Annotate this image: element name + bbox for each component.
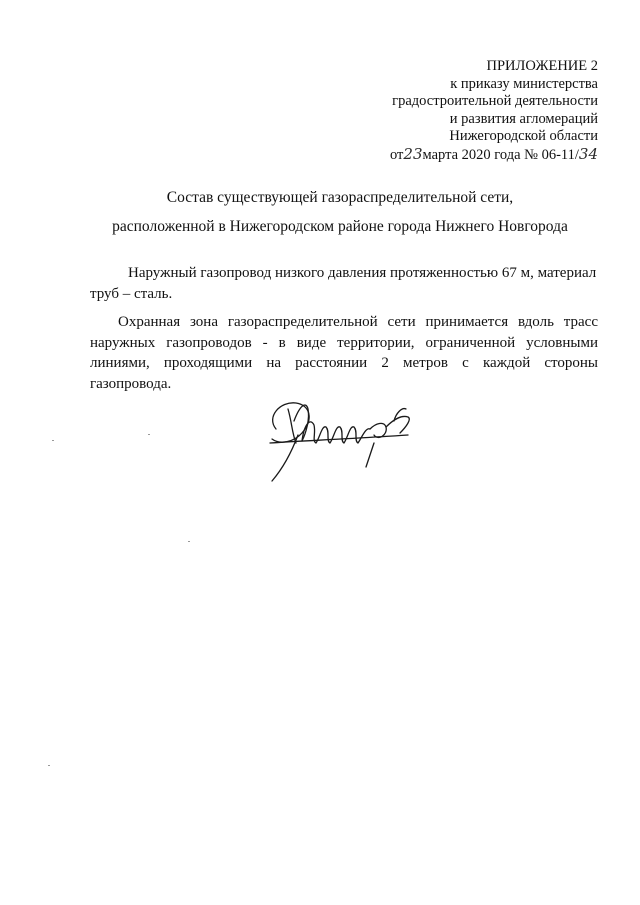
title-line-2: расположенной в Нижегородском районе города Нижнего Новгорода (112, 218, 568, 235)
protection-zone-description: Охранная зона газораспределительной сети принимается вдоль трасс наружных газопроводов - в виде территории, ограниченной условными линиями, проходящими на расстоянии 2 метров с каждой стороны газопровода. (90, 314, 598, 392)
scan-speck (48, 765, 50, 766)
order-date-line (390, 146, 598, 165)
document-body (90, 263, 598, 394)
title-line-1: Состав существующей газораспределительной сети, (166, 189, 514, 206)
appendix-header (390, 58, 598, 165)
region-name-line: Нижегородской области (449, 128, 598, 145)
handwritten-number: 34 (578, 144, 598, 163)
scan-speck (148, 434, 150, 435)
ministry-name-line-2: и развития агломераций (449, 110, 598, 127)
date-prefix: от (390, 146, 404, 163)
document-title (0, 183, 640, 241)
scan-speck (52, 440, 54, 441)
order-reference-line: к приказу министерства (450, 75, 598, 92)
appendix-title: ПРИЛОЖЕНИЕ 2 (486, 58, 598, 74)
signature (258, 395, 428, 495)
handwritten-day: 23 (403, 144, 423, 163)
signature-icon (258, 395, 428, 490)
pipeline-description: Наружный газопровод низкого давления протяженностью 67 м, материал труб – сталь. (90, 265, 597, 302)
date-middle: марта 2020 года № 06-11/ (422, 146, 579, 163)
scan-speck (188, 541, 190, 542)
ministry-name-line: градостроительной деятельности (392, 93, 598, 110)
